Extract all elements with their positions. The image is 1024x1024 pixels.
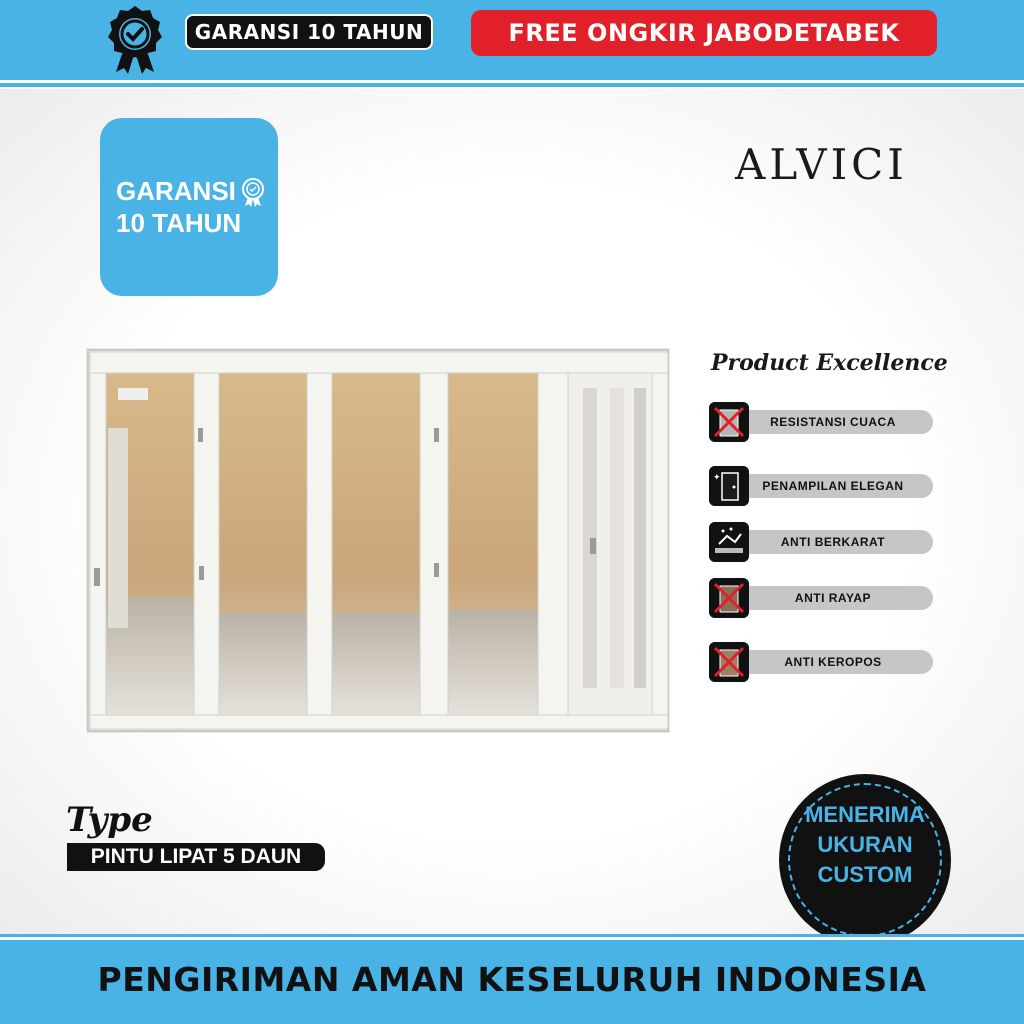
folding-door-photo	[86, 348, 670, 733]
feature-label: ANTI KEROPOS	[733, 650, 933, 674]
termite-door-icon	[709, 578, 749, 618]
weather-door-icon	[709, 402, 749, 442]
product-excellence-title: Product Excellence	[711, 350, 948, 376]
top-divider-stripe	[0, 83, 1024, 87]
feature-label: ANTI BERKARAT	[733, 530, 933, 554]
feature-item	[709, 578, 933, 618]
sparkle-door-icon	[709, 466, 749, 506]
footer-shipping-text: PENGIRIMAN AMAN KESELURUH INDONESIA	[97, 960, 927, 999]
feature-item	[709, 466, 933, 506]
custom-badge-line3: CUSTOM	[817, 862, 913, 887]
decay-door-icon	[709, 642, 749, 682]
bottom-divider-gap	[0, 937, 1024, 940]
feature-label: ANTI RAYAP	[733, 586, 933, 610]
award-ribbon-icon	[104, 4, 166, 74]
feature-label: RESISTANSI CUACA	[733, 410, 933, 434]
feature-label: PENAMPILAN ELEGAN	[733, 474, 933, 498]
rust-shield-icon	[709, 522, 749, 562]
feature-item	[709, 642, 933, 682]
type-value-pill: PINTU LIPAT 5 DAUN	[67, 843, 325, 871]
custom-size-badge	[779, 774, 951, 946]
type-heading: Type	[66, 800, 153, 840]
warranty-pill: GARANSI 10 TAHUN	[185, 14, 433, 50]
svg-text:✦: ✦	[713, 473, 721, 483]
brand-logo: ALVICI	[735, 140, 908, 189]
warranty-card	[100, 118, 278, 296]
warranty-card-line1: GARANSI	[116, 176, 236, 206]
warranty-card-line2: 10 TAHUN	[116, 208, 242, 238]
feature-item	[709, 522, 933, 562]
free-shipping-pill: FREE ONGKIR JABODETABEK	[471, 10, 937, 56]
custom-badge-line2: UKURAN	[817, 832, 913, 857]
feature-item	[709, 402, 933, 442]
award-ribbon-icon	[240, 178, 266, 208]
custom-badge-line1: MENERIMA	[805, 802, 925, 827]
